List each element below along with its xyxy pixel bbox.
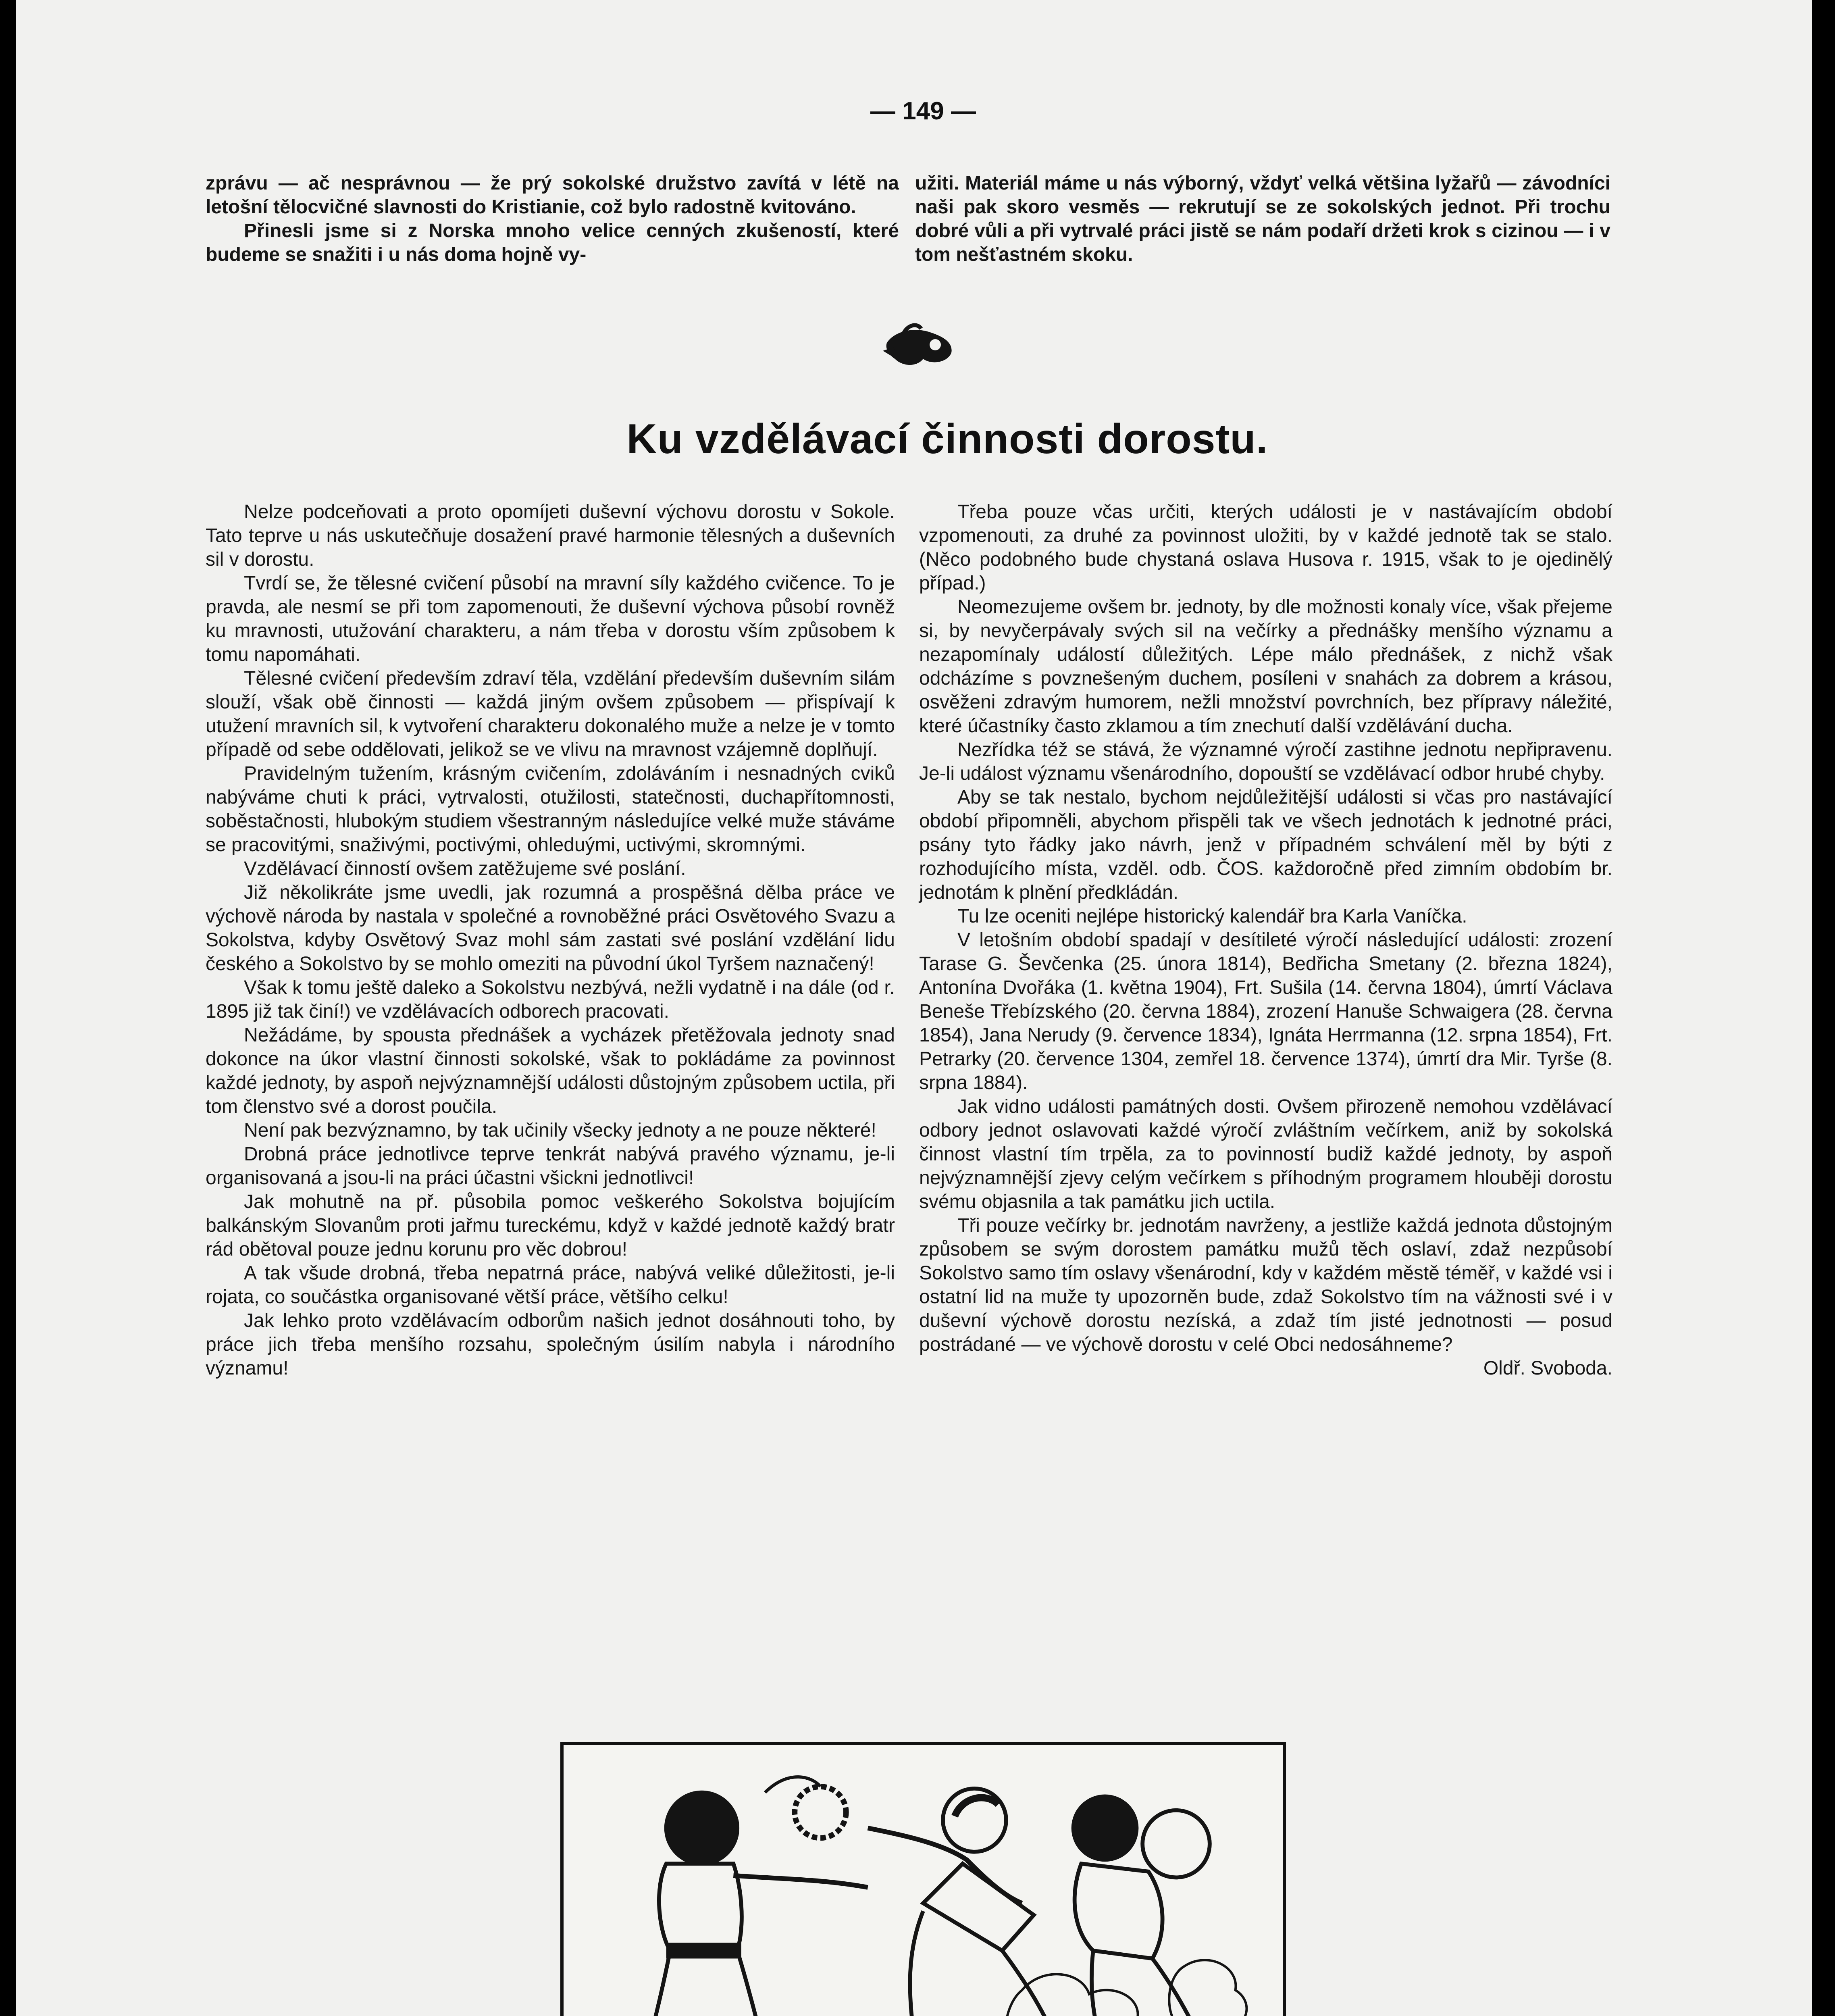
article-paragraph: Tu lze oceniti nejlépe historický kalendář bra Karla Vaníčka.	[957, 906, 1467, 927]
article-paragraph: Nežádáme, by spousta přednášek a vycházek přetěžovala jednoty snad dokonce na úkor vlastní činnosti sokolské, však to pokládáme za povinnost každé jednoty, by aspoň nejvýznamnější události důstojným způsobem uctila, při tom členstvo své a dorost poučila.	[206, 1025, 895, 1117]
article-paragraph: Jak vidno události památných dosti. Ovšem přirozeně nemohou vzdělávací odbory jednot oslavovati každé výročí zvláštním večírkem, aniž by sokolská činnost vlastní tím trpěla, za to povinností budiž každé jednoty, by aspoň nejvýznamnější zjevy celým večírkem s příhodným programem hlouběji dorostu svému objasnila a tak památku jich uctila.	[919, 1096, 1612, 1212]
article-paragraph: Neomezujeme ovšem br. jednoty, by dle možnosti konaly více, však přejeme si, by nevyčerpávaly svých sil na večírky a přednášky menšího významu a nezapomínaly událostí důležitých. Lépe málo přednášek, z nichž však odcházíme s povznešeným duchem, posíleni v snahách za dobrem a krásou, osvěženi zdravým humorem, nežli množství povrchních, bez přípravy náležité, které účastníky často zklamou a tím znechutí další vzdělávání ducha.	[919, 596, 1612, 737]
falcon-vignette-icon	[879, 319, 959, 371]
previous-article-text: užiti. Materiál máme u nás výborný, vždyť velká většina lyžařů — závodníci naši pak skoro vesměs — rekrutují se ze sokolských jednot. Při trochu dobré vůli a při vytrvalé práci jistě se nám podaří držeti krok s cizinou — i v tom nešťastném skoku.	[915, 173, 1610, 265]
article-paragraph: Drobná práce jednotlivce teprve tenkrát nabývá pravého významu, je-li organisovaná a jsou-li na práci účastni všickni jednotlivci!	[206, 1143, 895, 1189]
wrestling-boys-illustration-icon	[564, 1745, 1283, 2016]
article-paragraph: Však k tomu ještě daleko a Sokolstvu nezbývá, nežli vydatně i na dále (od r. 1895 již tak činí!) ve vzdělávacích odborech pracovati.	[206, 977, 895, 1022]
article-paragraph: Již několikráte jsme uvedli, jak rozumná a prospěšná dělba práce ve výchově národa by nastala v společné a rovnoběžné práci Osvětového Svazu a Sokolstva, kdyby Osvětový Svaz mohl sám zastati své poslání vzdělání lidu českého a Sokolstvo by se mohlo omeziti na původní úkol Tyršem naznačený!	[206, 882, 895, 975]
previous-article-left-column	[206, 171, 899, 267]
article-paragraph: Vzdělávací činností ovšem zatěžujeme své poslání.	[244, 858, 686, 879]
wrestling-boys-illustration-icon	[560, 1742, 1286, 2016]
article-paragraph: Nezřídka též se stává, že významné výročí zastihne jednotu nepřipravenu. Je-li událost významu všenárodního, dopouští se vzdělávací odbor hrubé chyby.	[919, 739, 1612, 784]
article-paragraph: Třeba pouze včas určiti, kterých události je v nastávajícím období vzpomenouti, za druhé za povinnost uložiti, by v každé jednotě tak se stalo. (Něco podobného bude chystaná oslava Husova r. 1915, však to je ojedinělý případ.)	[919, 501, 1612, 594]
article-right-column	[919, 500, 1612, 1380]
article-paragraph: Není pak bezvýznamno, by tak učinily všecky jednoty a ne pouze některé!	[244, 1120, 876, 1141]
article-paragraph: V letošním období spadají v desítileté výročí následující události: zrození Tarase G. Ševčenka (25. února 1814), Bedřicha Smetany (2. března 1824), Antonína Dvořáka (1. května 1904), Frt. Sušila (14. června 1804), úmrtí Václava Beneše Třebízského (20. června 1884), zrození Hanuše Schwaigera (28. června 1854), Jana Nerudy (9. července 1834), Ignáta Herrmanna (12. srpna 1854), Frt. Petrarky (20. července 1304, zemřel 18. července 1374), úmrtí dra Mir. Tyrše (8. srpna 1884).	[919, 929, 1612, 1093]
article-signature: Oldř. Svoboda.	[1483, 1358, 1612, 1379]
article-paragraph: Tělesné cvičení především zdraví těla, vzdělání především duševním silám slouží, však obě činnosti — každá jiným ovšem způsobem — přispívají k utužení mravních sil, k vytvoření charakteru dokonalého muže a nelze je v tomto případě od sebe oddělovati, jelikož se ve vlivu na mravnost vzájemně doplňují.	[206, 668, 895, 760]
page-number: — 149 —	[870, 97, 976, 125]
previous-article-right-column	[915, 171, 1610, 267]
article-paragraph: Tvrdí se, že tělesné cvičení působí na mravní síly každého cvičence. To je pravda, ale nesmí se při tom zapomenouti, že duševní výchova působí rovněž ku mravnosti, utužování charakteru, a nám třeba v dorostu vším způsobem k tomu napomáhati.	[206, 573, 895, 665]
article-paragraph: Pravidelným tužením, krásným cvičením, zdoláváním i nesnadných cviků nabýváme chuti k práci, vytrvalosti, otužilosti, statečnosti, duchapřítomnosti, soběstačnosti, hlubokým studiem všestranným následujíce velké muže stáváme se pracovitými, snaživými, poctivými, ohleduými, uctivými, skromnými.	[206, 763, 895, 856]
article-paragraph: Jak mohutně na př. působila pomoc veškerého Sokolstva bojujícím balkánským Slovanům proti jařmu tureckému, když v každé jednotě každý bratr rád obětoval pouze jednu korunu pro věc dobrou!	[206, 1191, 895, 1260]
article-paragraph: Jak lehko proto vzdělávacím odborům našich jednot dosáhnouti toho, by práce jich třeba menšího rozsahu, společným úsilím nabyla i národního významu!	[206, 1310, 895, 1379]
article-left-column	[206, 500, 895, 1380]
article-paragraph: A tak všude drobná, třeba nepatrná práce, nabývá veliké důležitosti, je-li rojata, co součástka organisované větší práce, většího celku!	[206, 1262, 895, 1308]
article-paragraph: Tři pouze večírky br. jednotám navrženy, a jestliže každá jednota důstojným způsobem se svým dorostem památku mužů těch oslaví, zdaž nezpůsobí Sokolstvo samo tím oslavy všenárodní, kdy v každém městě téměř, v každé vsi i ostatní lid na muže ty upozorněn bude, zdaž Sokolstvo tím na vážnosti své i v duševní výchově dorostu nezíská, a zdaž tím jisté jednotnosti — posud postrádané — ve výchově dorostu v celé Obci nedosáhneme?	[919, 1215, 1612, 1355]
article-paragraph: Aby se tak nestalo, bychom nejdůležitější události si včas pro nastávající období připomněli, abychom přispěli tak ve všech jednotách k jednotné práci, psány tyto řádky jako návrh, jenž v případném schválení měl by býti z rozhodujícího místa, vzděl. odb. ČOS. každoročně před zimním obdobím br. jednotám k plnění předkládán.	[919, 787, 1612, 903]
previous-article-text: zprávu — ač nesprávnou — že prý sokolské družstvo zavítá v létě na letošní tělocvičné slavnosti do Kristianie, což bylo radostně kvitováno.	[206, 173, 899, 218]
falcon-vignette-icon	[879, 319, 959, 371]
article-title: Ku vzdělávací činnosti dorostu.	[626, 416, 1268, 462]
article-paragraph: Nelze podceňovati a proto opomíjeti duševní výchovu dorostu v Sokole. Tato teprve u nás uskutečňuje dosažení pravé harmonie tělesných a duševních sil v dorostu.	[206, 501, 895, 570]
magazine-page	[16, 0, 1812, 2016]
previous-article-text: Přinesli jsme si z Norska mnoho velice cenných zkušeností, které budeme se snažiti i u nás doma hojně vy-	[206, 220, 899, 265]
